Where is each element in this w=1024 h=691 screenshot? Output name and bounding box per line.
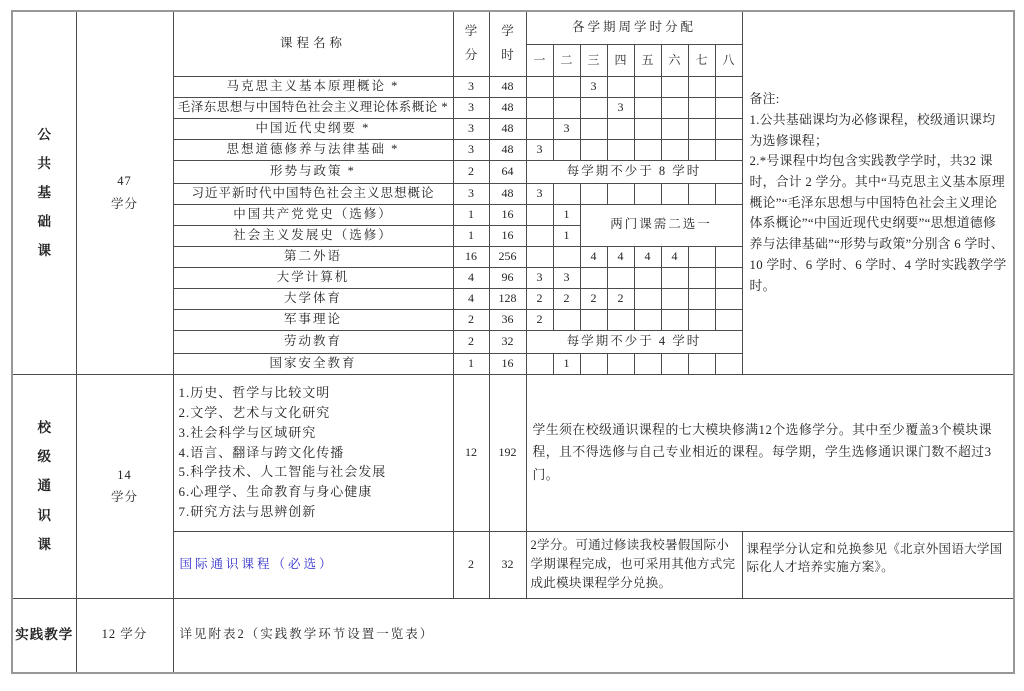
sem-hour-cell [526,76,553,97]
public-credits-unit: 学分 [110,196,138,211]
sem-hour-cell [688,309,715,330]
sem-hour-cell [688,353,715,374]
sem-hour-cell [580,353,607,374]
sem-hour-cell [607,76,634,97]
sem-hour-cell [688,118,715,139]
sem-hour-cell [607,183,634,204]
choose-one-of-two-note: 两门课需二选一 [580,204,742,246]
module-item: 7.研究方法与思辨创新 [178,503,317,519]
course-hours: 32 [489,330,526,353]
sem-hour-cell [526,246,553,267]
sem-hour-cell [526,97,553,118]
general-credits-value: 14 [117,467,132,482]
sem-hour-cell: 2 [580,288,607,309]
sem-hour-cell [661,353,688,374]
sem-hour-cell [526,118,553,139]
sem-hour-cell [634,267,661,288]
sem-hour-cell [715,139,742,160]
general-modules-note: 学生须在校级通识课程的七大模块修满12个选修学分。其中至少覆盖3个模块课程，且不得选修与自己专业相近的课程。每学期，学生选修通识课门数不超过3门。 [526,374,1014,531]
course-credits: 3 [453,76,489,97]
category-cell-practice: 实践教学 [12,598,76,673]
sem-hour-cell: 4 [580,246,607,267]
sem-hour-cell [580,139,607,160]
sem-hour-cell [634,309,661,330]
section-credits-cell-public [76,11,173,374]
sem-hour-cell [526,225,553,246]
course-name: 大学体育 [173,288,453,309]
sem-hour-cell [634,139,661,160]
course-hours: 128 [489,288,526,309]
intl-course-note-2: 课程学分认定和兑换参见《北京外国语大学国际化人才培养实施方案》。 [742,531,1014,598]
course-name: 国家安全教育 [173,353,453,374]
sem-hour-cell: 3 [526,139,553,160]
category-cell-public [12,11,76,374]
module-item: 1.历史、哲学与比较文明 [178,385,331,401]
module-item: 6.心理学、生命教育与身心健康 [178,484,373,500]
sem-hour-cell [580,309,607,330]
course-credits: 1 [453,353,489,374]
sem-hour-cell [688,76,715,97]
course-hours: 16 [489,353,526,374]
course-hours: 16 [489,225,526,246]
sem-hour-cell [688,183,715,204]
course-credits: 16 [453,246,489,267]
sem-hour-cell: 3 [526,267,553,288]
course-credits: 2 [453,160,489,183]
sem-hour-cell: 3 [580,76,607,97]
course-credits: 1 [453,225,489,246]
sem-hour-cell [580,267,607,288]
sem-hour-cell [634,288,661,309]
sem-hour-cell [553,76,580,97]
header-sem-6: 六 [661,44,688,76]
course-credits: 3 [453,97,489,118]
course-hours: 64 [489,160,526,183]
sem-hour-cell [553,309,580,330]
course-credits: 12 [453,374,489,531]
sem-hour-cell [661,76,688,97]
sem-hour-cell: 3 [553,118,580,139]
course-hours: 36 [489,309,526,330]
remarks-note-1: 1.公共基础课均为必修课程，校级通识课均为选修课程； [749,112,996,148]
sem-hour-cell [688,139,715,160]
sem-hour-cell [661,139,688,160]
sem-hour-cell: 1 [553,353,580,374]
sem-hour-cell [526,204,553,225]
sem-hour-cell [634,118,661,139]
sem-span-note: 每学期不少于 4 学时 [526,330,742,353]
course-credits: 4 [453,267,489,288]
sem-hour-cell [661,97,688,118]
sem-hour-cell [715,246,742,267]
header-sem-2: 二 [553,44,580,76]
course-hours: 48 [489,97,526,118]
module-item: 5.科学技术、人工智能与社会发展 [178,464,387,480]
sem-hour-cell [715,267,742,288]
header-sem-1: 一 [526,44,553,76]
sem-hour-cell [634,353,661,374]
sem-hour-cell [715,288,742,309]
general-modules-list [173,374,453,531]
practice-credits: 12 学分 [76,598,173,673]
course-name: 大学计算机 [173,267,453,288]
sem-hour-cell [607,118,634,139]
category-label-general: 校级通识课 [37,420,51,552]
sem-hour-cell: 4 [634,246,661,267]
course-credits: 2 [453,330,489,353]
course-name: 中国共产党党史（选修） [173,204,453,225]
curriculum-table [11,10,1015,674]
remarks-title: 备注: [749,92,780,107]
sem-hour-cell [661,288,688,309]
sem-hour-cell [634,97,661,118]
course-name: 马克思主义基本原理概论 * [173,76,453,97]
remarks-note-2: 2.*号课程中均包含实践教学学时，共32 课时，合计 2 学分。其中“马克思主义基本原理概论”“毛泽东思想与中国特色社会主义理论体系概论”“中国近现代史纲要”“思想道德修养与法律基础”“形势与政策”分别含 6 学时、10 学时、6 学时、6 学时、4 学时实践教学学时。 [749,154,1007,293]
course-hours: 192 [489,374,526,531]
sem-hour-cell [661,183,688,204]
course-credits: 2 [453,309,489,330]
sem-hour-cell [553,246,580,267]
course-credits: 4 [453,288,489,309]
practice-detail: 详见附表2（实践教学环节设置一览表） [173,598,1014,673]
category-label-public: 公共基础课 [37,127,51,259]
course-name: 毛泽东思想与中国特色社会主义理论体系概论 * [173,97,453,118]
sem-hour-cell: 3 [607,97,634,118]
sem-hour-cell [661,118,688,139]
public-credits-value: 47 [117,174,132,189]
remarks-cell [742,11,1014,374]
sem-hour-cell: 3 [553,267,580,288]
sem-hour-cell: 2 [526,288,553,309]
course-hours: 32 [489,531,526,598]
course-hours: 16 [489,204,526,225]
table-row [12,374,1014,531]
sem-hour-cell: 3 [526,183,553,204]
intl-course-note-1: 2学分。可通过修读我校暑假国际小学期课程完成，也可采用其他方式完成此模块课程学分兑换。 [526,531,742,598]
sem-hour-cell: 1 [553,204,580,225]
sem-hour-cell [715,353,742,374]
course-credits: 2 [453,531,489,598]
header-semester-distribution: 各学期周学时分配 [526,11,742,44]
sem-hour-cell: 4 [661,246,688,267]
course-hours: 256 [489,246,526,267]
sem-hour-cell [607,353,634,374]
course-credits: 1 [453,204,489,225]
course-name: 社会主义发展史（选修） [173,225,453,246]
sem-hour-cell: 2 [607,288,634,309]
sem-hour-cell [553,97,580,118]
header-credits: 学分 [453,11,489,76]
sem-span-note: 每学期不少于 8 学时 [526,160,742,183]
sem-hour-cell [688,288,715,309]
course-name: 军事理论 [173,309,453,330]
sem-hour-cell [715,118,742,139]
sem-hour-cell [634,76,661,97]
sem-hour-cell [580,183,607,204]
course-hours: 48 [489,139,526,160]
header-sem-3: 三 [580,44,607,76]
sem-hour-cell [553,139,580,160]
sem-hour-cell: 1 [553,225,580,246]
sem-hour-cell [715,183,742,204]
header-sem-7: 七 [688,44,715,76]
sem-hour-cell [607,267,634,288]
sem-hour-cell [715,97,742,118]
general-credits-unit: 学分 [110,490,138,504]
sem-hour-cell [661,309,688,330]
sem-hour-cell [688,97,715,118]
module-item: 2.文学、艺术与文化研究 [178,405,331,421]
course-credits: 3 [453,183,489,204]
course-credits: 3 [453,139,489,160]
course-name: 思想道德修养与法律基础 * [173,139,453,160]
module-item: 4.语言、翻译与跨文化传播 [178,444,345,460]
header-course-name: 课程名称 [173,11,453,76]
sem-hour-cell [634,183,661,204]
header-sem-4: 四 [607,44,634,76]
sem-hour-cell: 2 [526,309,553,330]
sem-hour-cell [715,76,742,97]
course-name-intl-general: 国际通识课程（必选） [173,531,453,598]
header-sem-8: 八 [715,44,742,76]
section-credits-cell-general [76,374,173,598]
header-hours: 学时 [489,11,526,76]
course-name: 中国近代史纲要 * [173,118,453,139]
header-sem-5: 五 [634,44,661,76]
course-hours: 48 [489,183,526,204]
course-name: 习近平新时代中国特色社会主义思想概论 [173,183,453,204]
course-hours: 96 [489,267,526,288]
sem-hour-cell [688,246,715,267]
sem-hour-cell: 4 [607,246,634,267]
sem-hour-cell [607,309,634,330]
course-name: 形势与政策 * [173,160,453,183]
sem-hour-cell [607,139,634,160]
table-row [12,598,1014,673]
sem-hour-cell [526,353,553,374]
sem-hour-cell [580,118,607,139]
sem-hour-cell [553,183,580,204]
module-item: 3.社会科学与区域研究 [178,424,317,440]
sem-hour-cell: 2 [553,288,580,309]
sem-hour-cell [580,97,607,118]
course-hours: 48 [489,76,526,97]
sem-hour-cell [688,267,715,288]
sem-hour-cell [715,309,742,330]
category-cell-general [12,374,76,598]
course-credits: 3 [453,118,489,139]
course-name: 劳动教育 [173,330,453,353]
course-hours: 48 [489,118,526,139]
course-name: 第二外语 [173,246,453,267]
sem-hour-cell [661,267,688,288]
